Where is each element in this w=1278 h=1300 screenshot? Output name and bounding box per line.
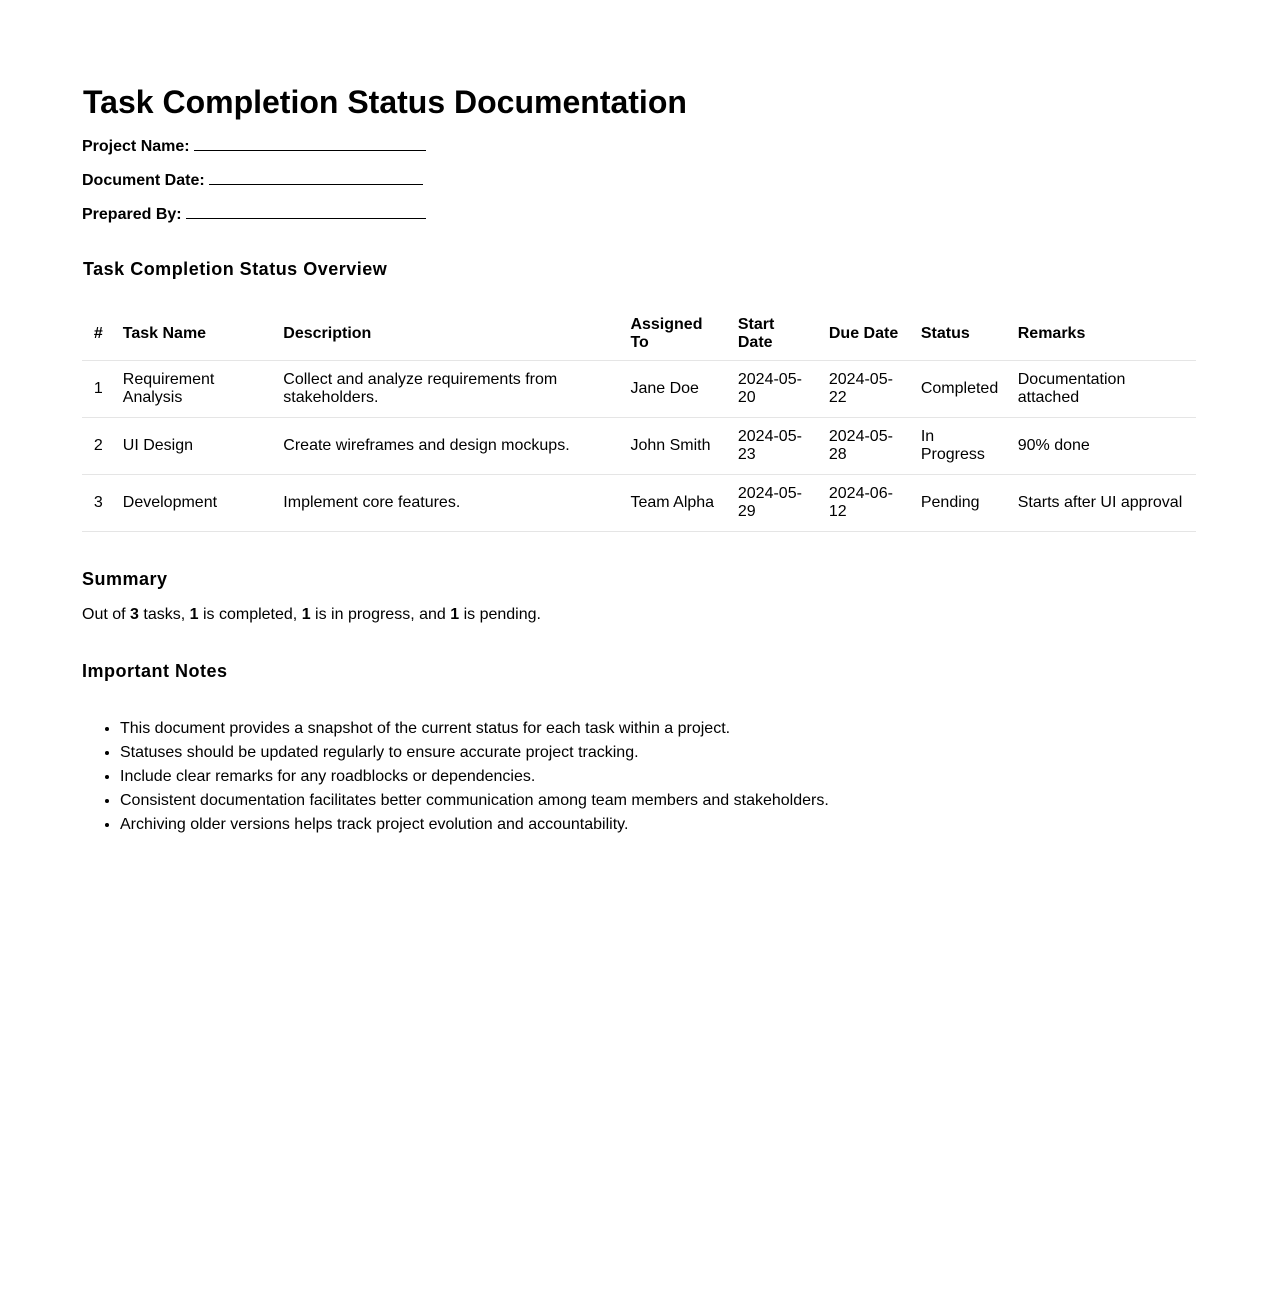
cell-number: 1 — [82, 361, 115, 418]
table-row — [82, 361, 1196, 418]
col-header-number: # — [82, 308, 115, 361]
cell-start-date: 2024-05-20 — [730, 361, 821, 418]
overview-heading: Task Completion Status Overview — [83, 259, 388, 279]
summary-in-progress-count: 1 — [301, 606, 311, 623]
cell-task-name: Requirement Analysis — [115, 361, 276, 418]
table-row — [82, 475, 1196, 532]
summary-pending-count: 1 — [450, 606, 460, 623]
project-name-label: Project Name: — [82, 138, 190, 155]
cell-status: In Progress — [913, 418, 1010, 475]
document-title: Task Completion Status Documentation — [83, 84, 687, 120]
cell-remarks: Starts after UI approval — [1010, 475, 1196, 532]
list-item: • Consistent documentation facilitates better communication among team members and stakeholders. — [120, 789, 829, 813]
cell-assigned-to: Team Alpha — [622, 475, 729, 532]
col-header-description: Description — [275, 308, 622, 361]
cell-status: Completed — [913, 361, 1010, 418]
summary-completed-count: 1 — [189, 606, 199, 623]
summary-text-part: Out of — [82, 606, 131, 623]
notes-list — [82, 717, 829, 837]
cell-start-date: 2024-05-29 — [730, 475, 821, 532]
cell-description: Collect and analyze requirements from stakeholders. — [275, 361, 622, 418]
document-date-label: Document Date: — [82, 172, 205, 189]
cell-task-name: UI Design — [115, 418, 276, 475]
cell-description: Implement core features. — [275, 475, 622, 532]
cell-assigned-to: John Smith — [622, 418, 729, 475]
project-name-field — [82, 136, 426, 157]
table-header-row — [82, 308, 1196, 361]
list-item: • Include clear remarks for any roadblocks or dependencies. — [120, 765, 829, 789]
cell-description: Create wireframes and design mockups. — [275, 418, 622, 475]
list-item: • Archiving older versions helps track project evolution and accountability. — [120, 813, 829, 837]
task-status-table — [82, 308, 1196, 532]
cell-assigned-to: Jane Doe — [622, 361, 729, 418]
cell-status: Pending — [913, 475, 1010, 532]
prepared-by-label: Prepared By: — [82, 206, 182, 223]
col-header-status: Status — [913, 308, 1010, 361]
cell-due-date: 2024-05-28 — [821, 418, 913, 475]
table-row — [82, 418, 1196, 475]
cell-due-date: 2024-05-22 — [821, 361, 913, 418]
cell-start-date: 2024-05-23 — [730, 418, 821, 475]
cell-remarks: Documentation attached — [1010, 361, 1196, 418]
notes-heading: Important Notes — [82, 661, 228, 681]
col-header-assigned-to: Assigned To — [622, 308, 729, 361]
summary-text — [82, 605, 541, 625]
prepared-by-blank[interactable] — [186, 204, 426, 219]
summary-total-count: 3 — [130, 606, 139, 623]
col-header-remarks: Remarks — [1010, 308, 1196, 361]
cell-remarks: 90% done — [1010, 418, 1196, 475]
list-item: • This document provides a snapshot of the current status for each task within a project. — [120, 717, 829, 741]
col-header-due-date: Due Date — [821, 308, 913, 361]
col-header-task-name: Task Name — [115, 308, 276, 361]
col-header-start-date: Start Date — [730, 308, 821, 361]
summary-text-part: is completed, — [198, 606, 302, 623]
summary-text-part: is in progress, and — [310, 606, 451, 623]
cell-due-date: 2024-06-12 — [821, 475, 913, 532]
document-date-field — [82, 170, 423, 191]
project-name-blank[interactable] — [194, 136, 426, 151]
summary-text-part: tasks, — [138, 606, 190, 623]
cell-number: 3 — [82, 475, 115, 532]
cell-number: 2 — [82, 418, 115, 475]
prepared-by-field — [82, 204, 426, 225]
document-date-blank[interactable] — [209, 170, 423, 185]
cell-task-name: Development — [115, 475, 276, 532]
summary-text-part: is pending. — [459, 606, 541, 623]
list-item: • Statuses should be updated regularly to ensure accurate project tracking. — [120, 741, 829, 765]
summary-heading: Summary — [82, 569, 168, 589]
